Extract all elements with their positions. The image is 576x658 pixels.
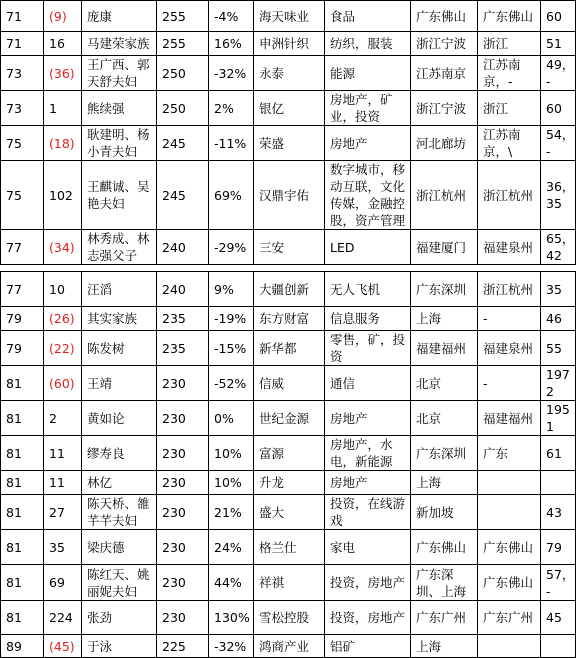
cell-birthplace: 福建泉州 (478, 331, 541, 366)
cell-change: 69 (44, 565, 82, 601)
cell-change: (26) (44, 307, 82, 331)
cell-name: 张劲 (82, 601, 157, 635)
cell-name: 王麒诚、吴艳夫妇 (82, 161, 157, 230)
cell-company: 三安 (254, 230, 325, 265)
cell-company: 格兰仕 (254, 530, 325, 565)
cell-company: 雪松控股 (254, 601, 325, 635)
cell-wealth: 255 (157, 32, 209, 56)
cell-wealth: 245 (157, 126, 209, 161)
cell-growth: -15% (209, 331, 254, 366)
row-gap (1, 265, 576, 272)
cell-birthplace: - (478, 366, 541, 401)
cell-rank: 73 (1, 91, 44, 126)
cell-age (541, 471, 576, 495)
cell-change: 35 (44, 530, 82, 565)
cell-residence: 上海 (411, 471, 478, 495)
cell-residence: 广东广州 (411, 601, 478, 635)
cell-growth: 0% (209, 401, 254, 436)
cell-industry: 投资，房地产 (325, 565, 411, 601)
cell-birthplace: 广东佛山 (478, 565, 541, 601)
cell-change: 11 (44, 436, 82, 471)
cell-name: 马建荣家族 (82, 32, 157, 56)
cell-growth: 10% (209, 436, 254, 471)
table-row (1, 272, 576, 307)
cell-growth: 16% (209, 32, 254, 56)
cell-growth: 24% (209, 530, 254, 565)
cell-change: 102 (44, 161, 82, 230)
cell-change: (45) (44, 635, 82, 658)
cell-wealth: 230 (157, 495, 209, 530)
cell-growth: 44% (209, 565, 254, 601)
cell-wealth: 250 (157, 91, 209, 126)
cell-age: 35 (541, 272, 576, 307)
cell-name: 王广西、郭天舒夫妇 (82, 56, 157, 91)
cell-age: 1951 (541, 401, 576, 436)
cell-growth: -32% (209, 635, 254, 658)
cell-age: 60 (541, 1, 576, 32)
cell-wealth: 230 (157, 565, 209, 601)
cell-birthplace: - (478, 307, 541, 331)
cell-wealth: 230 (157, 401, 209, 436)
cell-industry: 食品 (325, 1, 411, 32)
cell-wealth: 230 (157, 530, 209, 565)
cell-age: 55 (541, 331, 576, 366)
cell-change: 11 (44, 471, 82, 495)
cell-growth: -52% (209, 366, 254, 401)
cell-wealth: 230 (157, 436, 209, 471)
table-row (1, 161, 576, 230)
cell-wealth: 230 (157, 601, 209, 635)
cell-industry: 纺织，服装 (325, 32, 411, 56)
table-row (1, 126, 576, 161)
cell-age: 54，- (541, 126, 576, 161)
cell-change: (9) (44, 1, 82, 32)
cell-residence: 上海 (411, 635, 478, 658)
cell-company: 永泰 (254, 56, 325, 91)
cell-birthplace: 广东佛山 (478, 530, 541, 565)
cell-name: 缪寿良 (82, 436, 157, 471)
cell-residence: 浙江杭州 (411, 161, 478, 230)
cell-residence: 浙江宁波 (411, 91, 478, 126)
cell-residence: 广东佛山 (411, 530, 478, 565)
cell-age: 46 (541, 307, 576, 331)
cell-industry: 数字城市，移动互联，文化传媒，金融控股，资产管理 (325, 161, 411, 230)
cell-age: 36，35 (541, 161, 576, 230)
cell-company: 升龙 (254, 471, 325, 495)
cell-birthplace: 广东佛山 (478, 1, 541, 32)
cell-residence: 浙江宁波 (411, 32, 478, 56)
table-body (1, 1, 576, 658)
cell-age: 49，- (541, 56, 576, 91)
cell-company: 东方财富 (254, 307, 325, 331)
cell-company: 祥祺 (254, 565, 325, 601)
cell-birthplace: 浙江杭州 (478, 161, 541, 230)
cell-birthplace: 浙江 (478, 91, 541, 126)
cell-residence: 广东深圳、上海 (411, 565, 478, 601)
cell-name: 黄如论 (82, 401, 157, 436)
cell-residence: 新加坡 (411, 495, 478, 530)
cell-change: 27 (44, 495, 82, 530)
cell-growth: -32% (209, 56, 254, 91)
cell-rank: 75 (1, 161, 44, 230)
cell-change: (22) (44, 331, 82, 366)
cell-birthplace (478, 495, 541, 530)
cell-company: 盛大 (254, 495, 325, 530)
cell-residence: 江苏南京 (411, 56, 478, 91)
table-row (1, 635, 576, 658)
cell-name: 庞康 (82, 1, 157, 32)
table-row (1, 601, 576, 635)
cell-rank: 77 (1, 272, 44, 307)
table-row (1, 230, 576, 265)
cell-company: 新华都 (254, 331, 325, 366)
table-row (1, 56, 576, 91)
cell-birthplace: 江苏南京，\ (478, 126, 541, 161)
cell-name: 陈发树 (82, 331, 157, 366)
cell-birthplace: 浙江杭州 (478, 272, 541, 307)
cell-birthplace: 浙江 (478, 32, 541, 56)
cell-industry: 房地产 (325, 471, 411, 495)
table-row (1, 495, 576, 530)
cell-age: 1972 (541, 366, 576, 401)
cell-birthplace (478, 471, 541, 495)
cell-wealth: 240 (157, 230, 209, 265)
cell-name: 耿建明、杨小青夫妇 (82, 126, 157, 161)
cell-company: 海天味业 (254, 1, 325, 32)
cell-name: 陈红天、姚丽妮夫妇 (82, 565, 157, 601)
cell-industry: 能源 (325, 56, 411, 91)
cell-name: 于泳 (82, 635, 157, 658)
cell-birthplace (478, 635, 541, 658)
cell-industry: 房地产，水电，新能源 (325, 436, 411, 471)
cell-residence: 北京 (411, 401, 478, 436)
cell-age (541, 635, 576, 658)
cell-growth: -19% (209, 307, 254, 331)
cell-industry: 无人飞机 (325, 272, 411, 307)
cell-company: 大疆创新 (254, 272, 325, 307)
table-row (1, 1, 576, 32)
cell-rank: 79 (1, 331, 44, 366)
cell-company: 荣盛 (254, 126, 325, 161)
cell-name: 汪滔 (82, 272, 157, 307)
cell-age: 79 (541, 530, 576, 565)
cell-birthplace: 江苏南京，- (478, 56, 541, 91)
cell-birthplace: 福建泉州 (478, 230, 541, 265)
cell-birthplace: 广东 (478, 436, 541, 471)
cell-name: 林秀成、林志强父子 (82, 230, 157, 265)
table-row (1, 471, 576, 495)
cell-wealth: 235 (157, 307, 209, 331)
cell-company: 富源 (254, 436, 325, 471)
cell-company: 银亿 (254, 91, 325, 126)
cell-rank: 81 (1, 366, 44, 401)
cell-industry: 房地产，矿业，投资 (325, 91, 411, 126)
cell-growth: 21% (209, 495, 254, 530)
cell-industry: 零售，矿，投资 (325, 331, 411, 366)
table-row (1, 307, 576, 331)
cell-change: (36) (44, 56, 82, 91)
cell-rank: 81 (1, 601, 44, 635)
table-row (1, 32, 576, 56)
cell-rank: 81 (1, 471, 44, 495)
cell-wealth: 255 (157, 1, 209, 32)
cell-wealth: 230 (157, 366, 209, 401)
cell-rank: 81 (1, 530, 44, 565)
table-row (1, 436, 576, 471)
cell-wealth: 230 (157, 471, 209, 495)
cell-rank: 81 (1, 565, 44, 601)
table-row (1, 331, 576, 366)
cell-growth: 2% (209, 91, 254, 126)
cell-change: 1 (44, 91, 82, 126)
table-row (1, 91, 576, 126)
cell-age: 43 (541, 495, 576, 530)
cell-name: 梁庆德 (82, 530, 157, 565)
cell-change: (60) (44, 366, 82, 401)
cell-name: 陈天桥、雒芊芊夫妇 (82, 495, 157, 530)
cell-age: 57，- (541, 565, 576, 601)
cell-rank: 75 (1, 126, 44, 161)
cell-rank: 81 (1, 495, 44, 530)
cell-growth: 9% (209, 272, 254, 307)
cell-wealth: 240 (157, 272, 209, 307)
cell-industry: 投资，在线游戏 (325, 495, 411, 530)
cell-rank: 71 (1, 1, 44, 32)
cell-industry: 房地产 (325, 401, 411, 436)
cell-residence: 福建厦门 (411, 230, 478, 265)
cell-industry: 通信 (325, 366, 411, 401)
cell-growth: -29% (209, 230, 254, 265)
cell-residence: 北京 (411, 366, 478, 401)
cell-rank: 73 (1, 56, 44, 91)
cell-residence: 河北廊坊 (411, 126, 478, 161)
cell-rank: 81 (1, 436, 44, 471)
cell-change: 16 (44, 32, 82, 56)
cell-age: 65，42 (541, 230, 576, 265)
cell-residence: 上海 (411, 307, 478, 331)
cell-name: 王靖 (82, 366, 157, 401)
cell-industry: 房地产 (325, 126, 411, 161)
cell-residence: 广东深圳 (411, 272, 478, 307)
cell-growth: 130% (209, 601, 254, 635)
cell-industry: 投资，房地产 (325, 601, 411, 635)
cell-rank: 81 (1, 401, 44, 436)
cell-wealth: 250 (157, 56, 209, 91)
cell-rank: 71 (1, 32, 44, 56)
cell-rank: 89 (1, 635, 44, 658)
cell-age: 60 (541, 91, 576, 126)
cell-age: 61 (541, 436, 576, 471)
cell-company: 信威 (254, 366, 325, 401)
cell-change: (34) (44, 230, 82, 265)
cell-industry: 家电 (325, 530, 411, 565)
cell-rank: 79 (1, 307, 44, 331)
cell-change: (18) (44, 126, 82, 161)
cell-industry: 信息服务 (325, 307, 411, 331)
cell-residence: 广东深圳 (411, 436, 478, 471)
cell-growth: -4% (209, 1, 254, 32)
cell-company: 世纪金源 (254, 401, 325, 436)
cell-name: 其实家族 (82, 307, 157, 331)
cell-wealth: 225 (157, 635, 209, 658)
cell-age: 51 (541, 32, 576, 56)
cell-industry: LED (325, 230, 411, 265)
cell-rank: 77 (1, 230, 44, 265)
cell-change: 224 (44, 601, 82, 635)
cell-industry: 铝矿 (325, 635, 411, 658)
cell-birthplace: 广东广州 (478, 601, 541, 635)
cell-name: 林亿 (82, 471, 157, 495)
table-row (1, 530, 576, 565)
cell-wealth: 235 (157, 331, 209, 366)
cell-company: 鸿商产业 (254, 635, 325, 658)
cell-residence: 广东佛山 (411, 1, 478, 32)
cell-company: 申洲针织 (254, 32, 325, 56)
table-row (1, 401, 576, 436)
cell-company: 汉鼎宇佑 (254, 161, 325, 230)
cell-change: 10 (44, 272, 82, 307)
cell-change: 2 (44, 401, 82, 436)
cell-wealth: 245 (157, 161, 209, 230)
cell-residence: 福建福州 (411, 331, 478, 366)
table-row (1, 565, 576, 601)
cell-name: 熊续强 (82, 91, 157, 126)
cell-growth: 10% (209, 471, 254, 495)
cell-birthplace: 福建福州 (478, 401, 541, 436)
table-row (1, 366, 576, 401)
cell-age: 45 (541, 601, 576, 635)
cell-growth: -11% (209, 126, 254, 161)
cell-growth: 69% (209, 161, 254, 230)
